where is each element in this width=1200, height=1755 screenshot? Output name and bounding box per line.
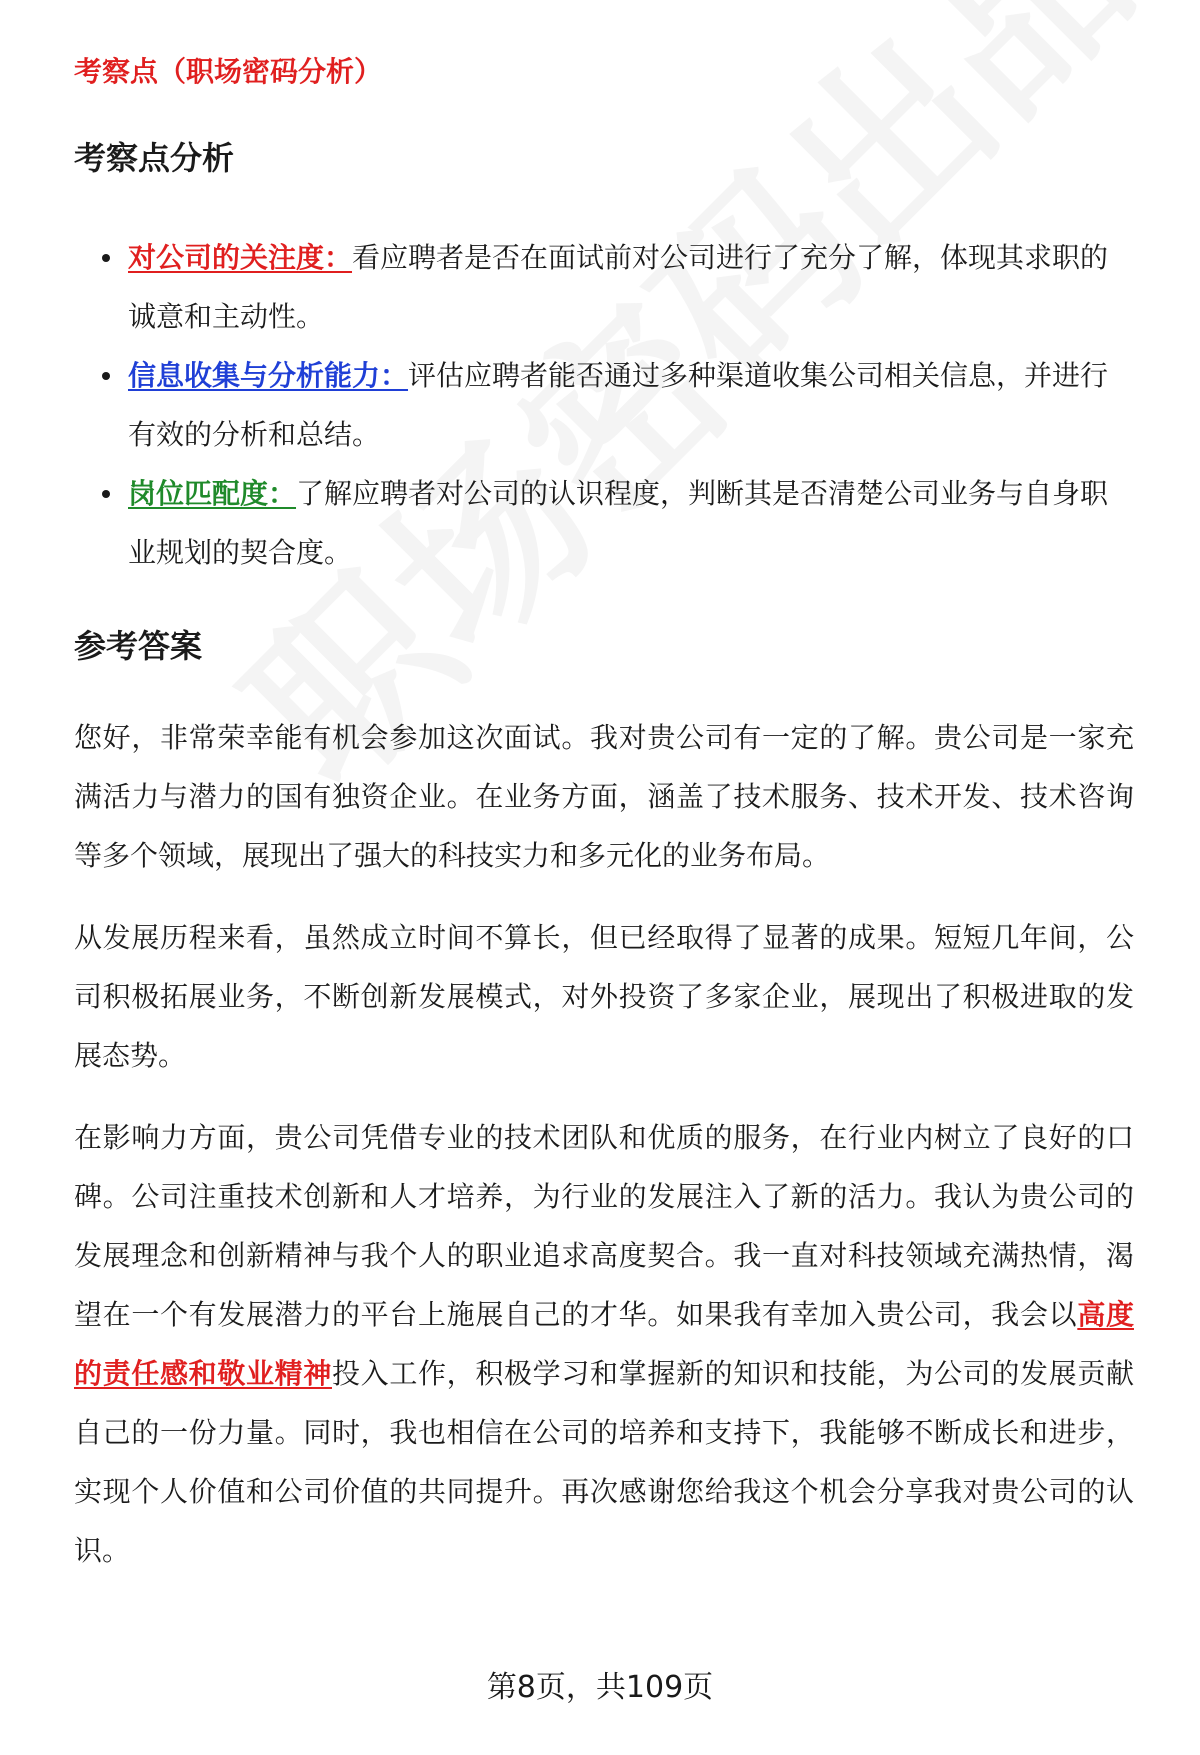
answer-paragraph: [74, 1108, 1134, 1580]
point-text: 评估应聘者能否通过多种渠道收集公司相关信息，并进行有效的分析和总结。: [128, 359, 1109, 451]
page-title: 考察点（职场密码分析）: [74, 55, 383, 88]
answer-paragraph: 您好，非常荣幸能有机会参加这次面试。我对贵公司有一定的了解。贵公司是一家充满活力与潜力的国有独资企业。在业务方面，涵盖了技术服务、技术开发、技术咨询等多个领域，展现出了强大的科技实力和多元化的业务布局。: [74, 721, 1134, 872]
page-number: 第8页，共109页: [486, 1670, 714, 1705]
point-keyword: 信息收集与分析能力：: [128, 359, 409, 392]
answer-text-after: 投入工作，积极学习和掌握新的知识和技能，为公司的发展贡献自己的一份力量。同时，我也相信在公司的培养和支持下，我能够不断成长和进步，实现个人价值和公司价值的共同提升。再次感谢您给我这个机会分享我对贵公司的认识。: [74, 1357, 1134, 1567]
answer-heading: 参考答案: [74, 627, 203, 665]
answer-text-before: 在影响力方面，贵公司凭借专业的技术团队和优质的服务，在行业内树立了良好的口碑。公司注重技术创新和人才培养，为行业的发展注入了新的活力。我认为贵公司的发展理念和创新精神与我个人的职业追求高度契合。我一直对科技领域充满热情，渴望在一个有发展潜力的平台上施展自己的才华。如果我有幸加入贵公司，我会以: [74, 1121, 1134, 1331]
analysis-heading: 考察点分析: [74, 139, 235, 177]
point-keyword: 岗位匹配度：: [128, 477, 297, 510]
analysis-points-list: [74, 228, 1134, 582]
page-content: [74, 50, 1134, 1580]
point-text: 看应聘者是否在面试前对公司进行了充分了解，体现其求职的诚意和主动性。: [128, 241, 1109, 333]
answer-paragraph: 从发展历程来看，虽然成立时间不算长，但已经取得了显著的成果。短短几年间，公司积极拓展业务，不断创新发展模式，对外投资了多家企业，展现出了积极进取的发展态势。: [74, 921, 1134, 1072]
answer-highlight: 高度的责任感和敬业精神: [74, 1298, 1134, 1390]
list-item: [128, 228, 1134, 346]
point-text: 了解应聘者对公司的认识程度，判断其是否清楚公司业务与自身职业规划的契合度。: [128, 477, 1109, 569]
point-keyword: 对公司的关注度：: [128, 241, 353, 274]
list-item: [128, 346, 1134, 464]
list-item: [128, 464, 1134, 582]
